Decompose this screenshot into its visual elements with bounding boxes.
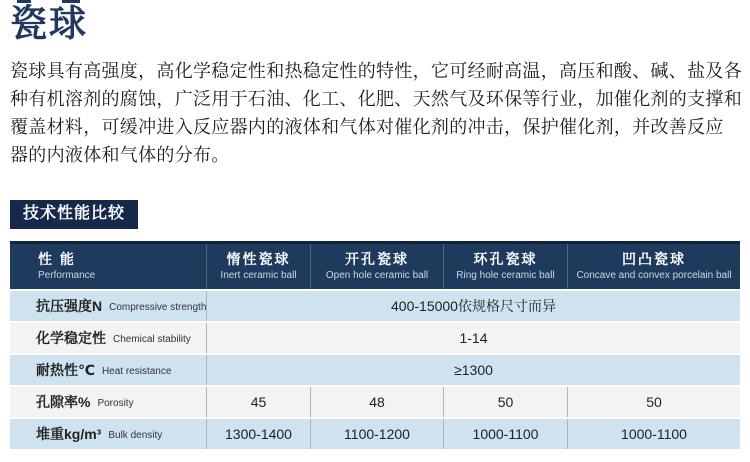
table-row-porosity — [10, 387, 740, 417]
row-label — [10, 291, 206, 321]
row-label — [10, 323, 206, 353]
header-en: Open hole ceramic ball — [325, 270, 429, 281]
table-header-inert-ceramic-ball — [206, 244, 310, 289]
intro-line: 器的内液体和气体的分布。 — [10, 145, 230, 165]
table-header-ring-hole-ceramic-ball — [443, 244, 567, 289]
table-row-chemical-stability — [10, 323, 740, 353]
intro-line: 瓷球具有高强度，高化学稳定性和热稳定性的特性，它可经耐高温，高压和酸、碱、盐及各 — [10, 61, 742, 81]
row-label — [10, 419, 206, 449]
row-value: 50 — [567, 387, 740, 417]
header-zh: 环孔瓷球 — [473, 251, 538, 267]
row-value: 45 — [206, 387, 310, 417]
intro-line: 覆盖材料，可缓冲进入反应器内的液体和气体对催化剂的冲击，保护催化剂，并改善反应 — [10, 117, 724, 137]
row-label-zh: 抗压强度N — [36, 298, 103, 314]
header-zh: 性 能 — [38, 251, 76, 267]
section-badge: 技术性能比较 — [10, 200, 138, 229]
row-label-zh: 孔隙率% — [36, 394, 91, 410]
row-label — [10, 355, 206, 385]
intro-line: 种有机溶剂的腐蚀，广泛用于石油、化工、化肥、天然气及环保等行业，加催化剂的支撑和 — [10, 89, 742, 109]
row-value: 1100-1200 — [310, 419, 443, 449]
header-zh: 凹凸瓷球 — [622, 251, 686, 267]
table-row-bulk-density — [10, 419, 740, 449]
row-label — [10, 387, 206, 417]
row-label-en: Bulk density — [108, 429, 163, 441]
header-en: Concave and convex porcelain ball — [576, 270, 732, 281]
row-value: 1300-1400 — [206, 419, 310, 449]
table-header-open-hole-ceramic-ball — [310, 244, 443, 289]
header-en: Performance — [38, 270, 96, 281]
performance-table — [10, 241, 740, 449]
table-header-concave-convex-porcelain-ball — [567, 244, 740, 289]
header-zh: 惰性瓷球 — [226, 251, 291, 267]
header-en: Ring hole ceramic ball — [456, 270, 555, 281]
table-row-heat-resistance — [10, 355, 740, 385]
table-header-performance — [10, 244, 206, 289]
row-value: 1000-1100 — [443, 419, 567, 449]
row-label-en: Compressive strength — [109, 301, 207, 313]
row-value: 50 — [443, 387, 567, 417]
row-value: ≥1300 — [206, 355, 740, 385]
row-label-zh: 化学稳定性 — [36, 330, 106, 346]
row-label-zh: 耐热性℃ — [36, 362, 95, 378]
row-label-en: Heat resistance — [101, 365, 172, 377]
header-en: Inert ceramic ball — [220, 270, 297, 281]
row-value: 1000-1100 — [567, 419, 740, 449]
row-label-zh: 堆重kg/m³ — [36, 426, 102, 442]
row-value: 48 — [310, 387, 443, 417]
row-value: 400-15000依规格尺寸而异 — [206, 291, 740, 321]
header-zh: 开孔瓷球 — [345, 251, 409, 267]
intro-paragraph — [10, 57, 742, 169]
row-label-en: Porosity — [97, 397, 134, 409]
page-title: 瓷球 — [10, 3, 88, 44]
table-row-compressive-strength — [10, 291, 740, 321]
row-label-en: Chemical stability — [113, 333, 191, 345]
table-header-row — [10, 241, 740, 289]
row-value: 1-14 — [206, 323, 740, 353]
